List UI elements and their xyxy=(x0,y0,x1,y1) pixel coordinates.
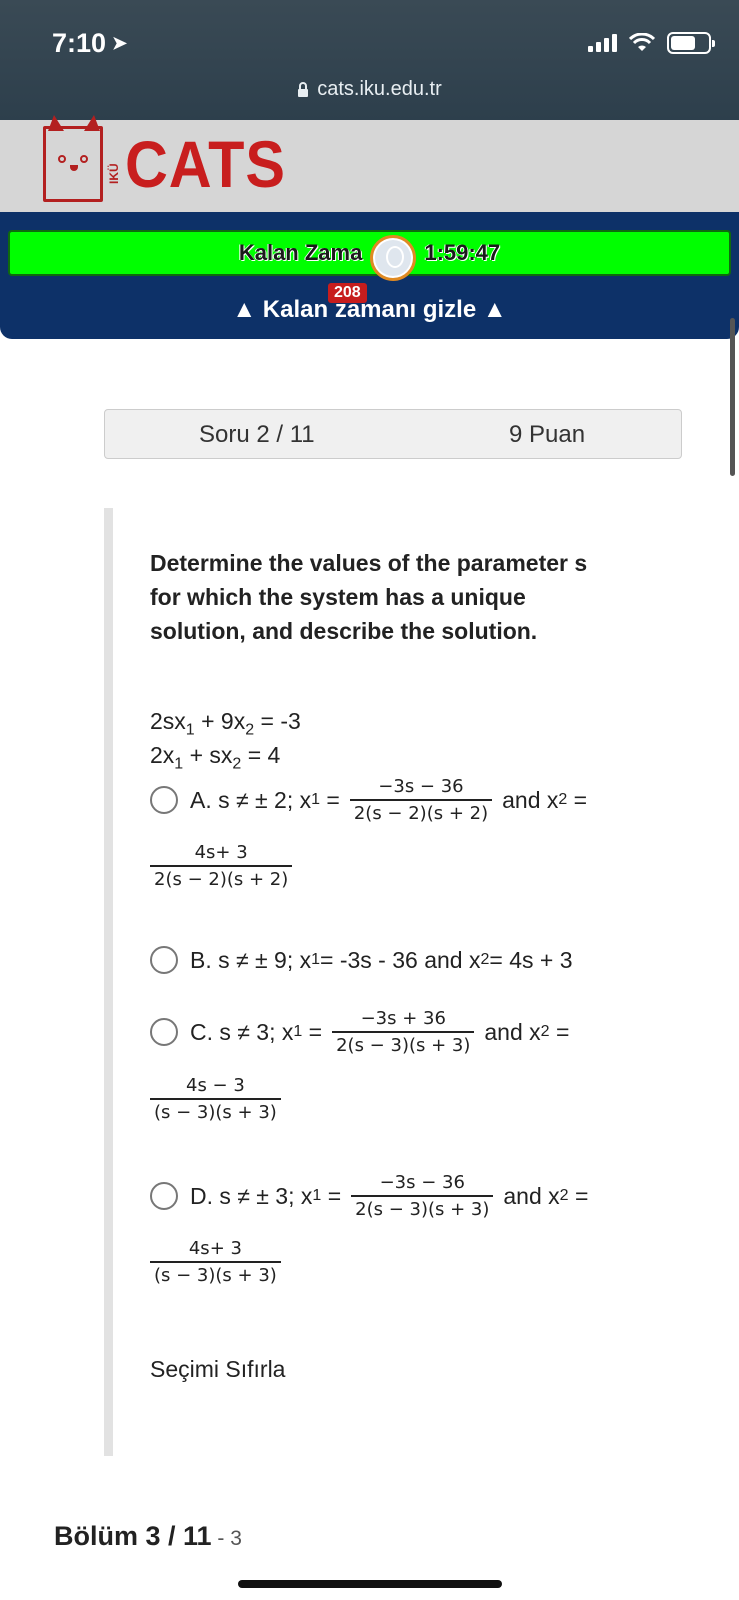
location-arrow-icon: ➤ xyxy=(112,33,128,53)
section-sub: - 3 xyxy=(211,1527,242,1550)
signal-icon xyxy=(588,34,617,52)
wifi-icon xyxy=(629,33,655,53)
option-c-radio[interactable] xyxy=(150,1018,178,1046)
scrollbar[interactable] xyxy=(730,318,735,476)
cats-logo[interactable] xyxy=(43,126,304,202)
logo-vertical-text: IKÜ xyxy=(107,163,121,184)
status-bar xyxy=(0,0,739,120)
question-side-bar xyxy=(104,508,113,1456)
section-title: Bölüm 3 / 11 xyxy=(54,1521,212,1551)
option-a-radio[interactable] xyxy=(150,786,178,814)
option-b-radio[interactable] xyxy=(150,946,178,974)
section-indicator xyxy=(54,1521,242,1552)
notification-badge: 208 xyxy=(328,283,367,303)
option-d-x1-fraction: $\frac{-3s - 36}{2(s - 3)(s + 3)}$ xyxy=(351,1172,493,1220)
home-indicator[interactable] xyxy=(238,1580,502,1588)
timer-label: Kalan Zama xyxy=(238,240,363,265)
status-icons xyxy=(588,32,711,54)
question-header xyxy=(104,409,682,459)
option-c-x2-fraction: $\frac{4s - 3}{(s - 3)(s + 3)}$ xyxy=(150,1075,281,1123)
question-points: 9 Puan xyxy=(509,421,586,448)
logo-text: CATS xyxy=(125,127,286,201)
status-time xyxy=(52,28,127,59)
cat-icon xyxy=(43,126,103,202)
option-c[interactable]: C. s ≠ 3; x 1 = $\frac{-3s + 36}{2(s - 3)(s + 3)}$ and x 2 = xyxy=(150,1008,569,1056)
reset-selection-link[interactable]: Seçimi Sıfırla xyxy=(150,1356,286,1382)
option-a-x1-fraction: $\frac{-3s - 36}{2(s - 2)(s + 2)}$ xyxy=(350,776,492,824)
option-d-radio[interactable] xyxy=(150,1182,178,1210)
option-a[interactable]: A. s ≠ ± 2; x 1 = $\frac{-3s - 36}{2(s - 2)(s + 2)}$ and x 2 = xyxy=(150,776,587,824)
battery-icon xyxy=(667,32,711,54)
timer-value: 1:59:47 xyxy=(424,240,501,265)
option-d-x2-fraction: $\frac{4s+ 3}{(s - 3)(s + 3)}$ xyxy=(150,1238,281,1286)
question-text: Determine the values of the parameter s for which the system has a unique solution, and describe the solution. xyxy=(150,550,588,644)
equation-1: $2sx_1 + 9x_2 = -3$ xyxy=(150,708,301,739)
hide-timer-link[interactable]: ▲ Kalan zamanı gizle ▲ xyxy=(232,296,507,323)
option-c-x1-fraction: $\frac{-3s + 36}{2(s - 3)(s + 3)}$ xyxy=(332,1008,474,1056)
url-text: cats.iku.edu.tr xyxy=(317,78,442,100)
question-number: Soru 2 / 11 xyxy=(199,421,315,448)
avatar[interactable] xyxy=(370,235,416,281)
site-header xyxy=(0,120,739,212)
url-bar[interactable] xyxy=(0,78,739,101)
option-b[interactable]: B. s ≠ ± 9; x 1 = -3s - 36 and x 2 = 4s + 3 xyxy=(150,946,573,974)
time-label: 7:10 xyxy=(52,28,107,58)
lock-icon xyxy=(297,82,309,98)
option-d[interactable]: D. s ≠ ± 3; x 1 = $\frac{-3s - 36}{2(s - 3)(s + 3)}$ and x 2 = xyxy=(150,1172,588,1220)
option-a-x2-fraction: $\frac{4s+ 3}{2(s - 2)(s + 2)}$ xyxy=(150,842,292,890)
equation-2: $2x_1 + sx_2 = 4$ xyxy=(150,742,281,773)
